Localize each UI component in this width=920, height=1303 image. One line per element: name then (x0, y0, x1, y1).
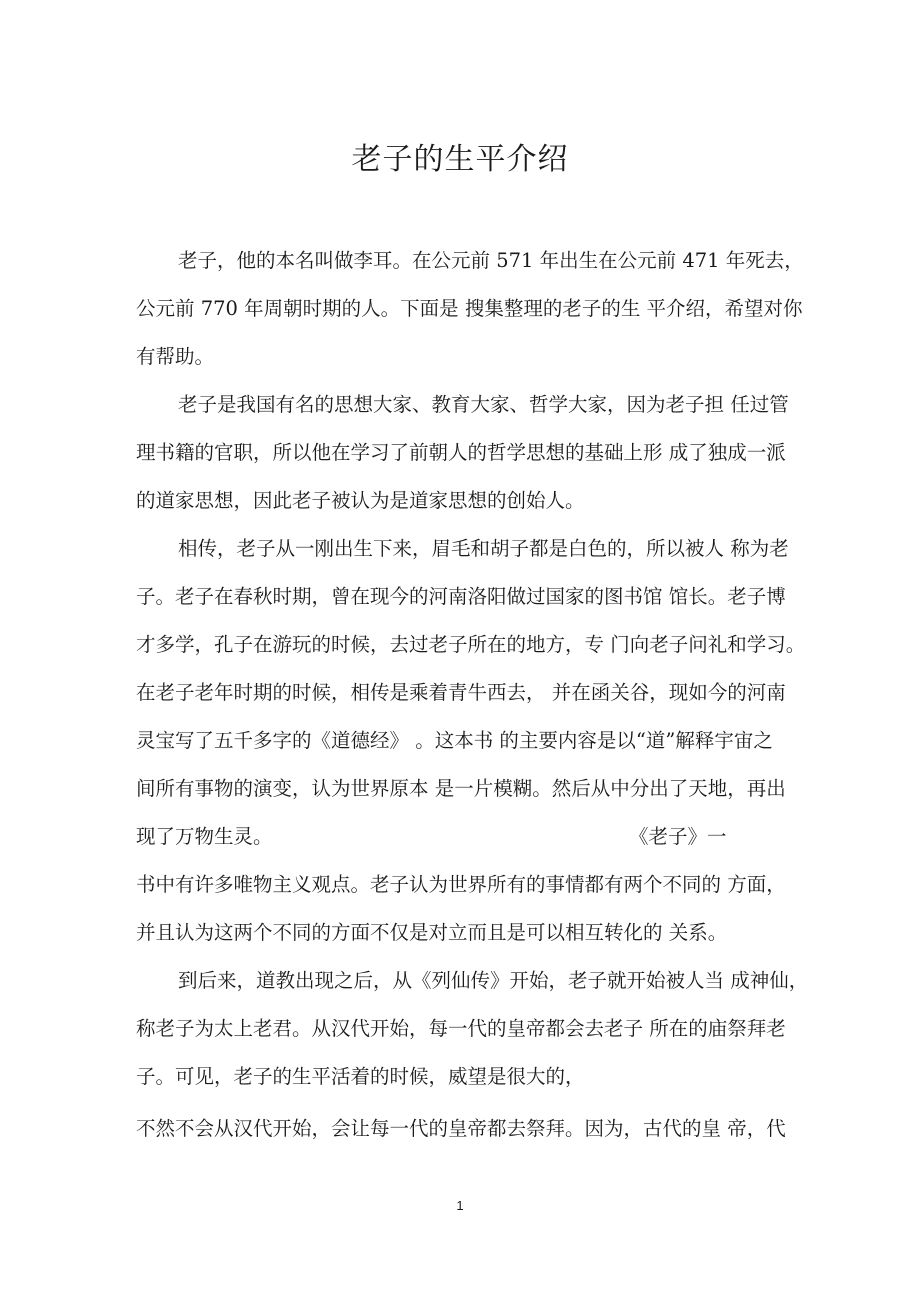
text-line: 有帮助。 (136, 345, 215, 368)
text-line: 灵宝写了五千多字的《道德经》 。这本书 的主要内容是以“道”解释宇宙之 (136, 729, 773, 752)
text-line: 才多学，孔子在游玩的时候，去过老子所在的地方，专 门向老子问礼和学习。 (136, 633, 806, 656)
text-line: 公元前 770 年周朝时期的人。下面是 搜集整理的老子的生 平介绍，希望对你 (136, 297, 803, 320)
text-line: 相传，老子从一刚出生下来，眉毛和胡子都是白色的，所以被人 称为老 (178, 537, 789, 560)
text-line: 称老子为太上老君。从汉代开始，每一代的皇帝都会去老子 所在的庙祭拜老 (136, 1017, 786, 1040)
document-title: 老子的生平介绍 (351, 142, 569, 177)
text-line: 子。可见，老子的生平活着的时候，威望是很大的， (136, 1065, 585, 1088)
text-line: 老子，他的本名叫做李耳。在公元前 571 年出生在公元前 471 年死去， (178, 249, 804, 272)
text-line: 不然不会从汉代开始，会让每一代的皇帝都去祭拜。因为，古代的皇 帝，代 (136, 1117, 786, 1140)
page-number: 1 (456, 1198, 464, 1213)
text-line: 到后来，道教出现之后，从《列仙传》开始，老子就开始被人当 成神仙， (178, 969, 809, 992)
text-line: 并且认为这两个不同的方面不仅是对立而且是可以相互转化的 关系。 (136, 921, 728, 944)
text-line: 在老子老年时期的时候，相传是乘着青牛西去， 并在函关谷，现如今的河南 (136, 681, 786, 704)
text-line: 间所有事物的演变，认为世界原本 是一片模糊。然后从中分出了天地，再出 (136, 777, 786, 800)
text-line: 的道家思想，因此老子被认为是道家思想的创始人。 (136, 489, 585, 512)
text-line: 《老子》一 (629, 825, 727, 848)
text-line: 书中有许多唯物主义观点。老子认为世界所有的事情都有两个不同的 方面， (136, 873, 786, 896)
text-line: 理书籍的官职，所以他在学习了前朝人的哲学思想的基础上形 成了独成一派 (136, 441, 786, 464)
text-line: 子。老子在春秋时期，曾在现今的河南洛阳做过国家的图书馆 馆长。老子博 (136, 585, 786, 608)
text-line: 现了万物生灵。 (136, 825, 273, 848)
text-line: 老子是我国有名的思想大家、教育大家、哲学大家，因为老子担 任过管 (178, 393, 789, 416)
